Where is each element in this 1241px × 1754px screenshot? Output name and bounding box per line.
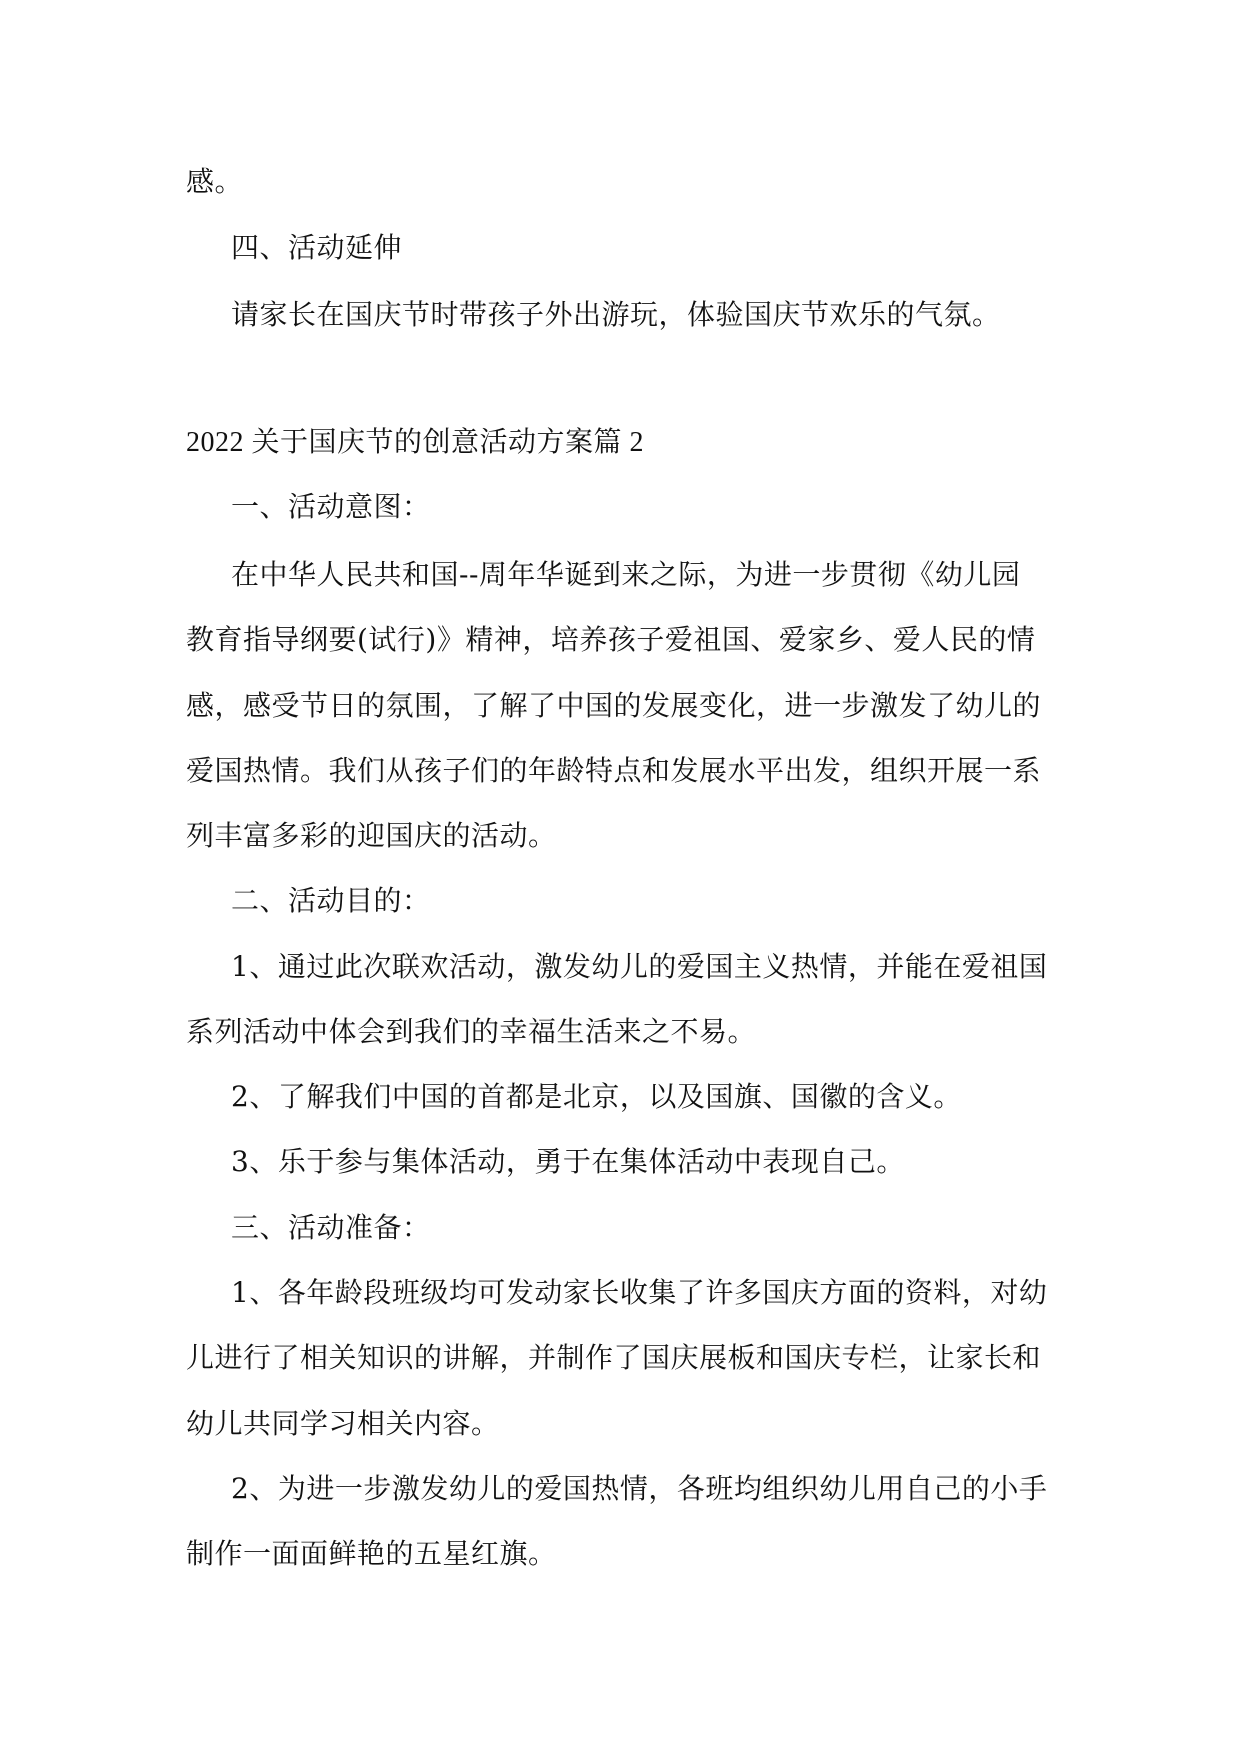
paragraph-line: 爱国热情。我们从孩子们的年龄特点和发展水平出发，组织开展一系: [186, 754, 1042, 787]
paragraph-line: 列丰富多彩的迎国庆的活动。: [186, 819, 557, 852]
list-item-line: 制作一面面鲜艳的五星红旗。: [186, 1537, 557, 1570]
text-line: 请家长在国庆节时带孩子外出游玩，体验国庆节欢乐的气氛。: [231, 298, 1001, 331]
list-item-line: 儿进行了相关知识的讲解，并制作了国庆展板和国庆专栏，让家长和: [186, 1341, 1042, 1374]
section-heading-goals: 二、活动目的：: [231, 884, 431, 917]
list-item-line: 1、各年龄段班级均可发动家长收集了许多国庆方面的资料，对幼: [231, 1276, 1048, 1309]
list-item-line: 3、乐于参与集体活动，勇于在集体活动中表现自己。: [231, 1145, 905, 1178]
list-item-line: 系列活动中体会到我们的幸福生活来之不易。: [186, 1015, 757, 1048]
section-heading-preparation: 三、活动准备：: [231, 1211, 431, 1244]
paragraph-line: 教育指导纲要(试行)》精神，培养孩子爱祖国、爱家乡、爱人民的情: [186, 623, 1036, 656]
list-item-line: 1、通过此次联欢活动，激发幼儿的爱国主义热情，并能在爱祖国: [231, 950, 1048, 983]
section-heading-intent: 一、活动意图：: [231, 490, 431, 523]
list-item-line: 2、为进一步激发幼儿的爱国热情，各班均组织幼儿用自己的小手: [231, 1472, 1048, 1505]
paragraph-line: 感，感受节日的氛围，了解了中国的发展变化，进一步激发了幼儿的: [186, 689, 1042, 722]
paragraph-line: 在中华人民共和国--周年华诞到来之际，为进一步贯彻《幼儿园: [231, 558, 1021, 591]
list-item-line: 幼儿共同学习相关内容。: [186, 1407, 500, 1440]
list-item-line: 2、了解我们中国的首都是北京，以及国旗、国徽的含义。: [231, 1080, 962, 1113]
section-heading-extension: 四、活动延伸: [231, 231, 403, 264]
text-line-continuation: 感。: [186, 165, 244, 198]
article-title: 2022 关于国庆节的创意活动方案篇 2: [186, 427, 645, 458]
